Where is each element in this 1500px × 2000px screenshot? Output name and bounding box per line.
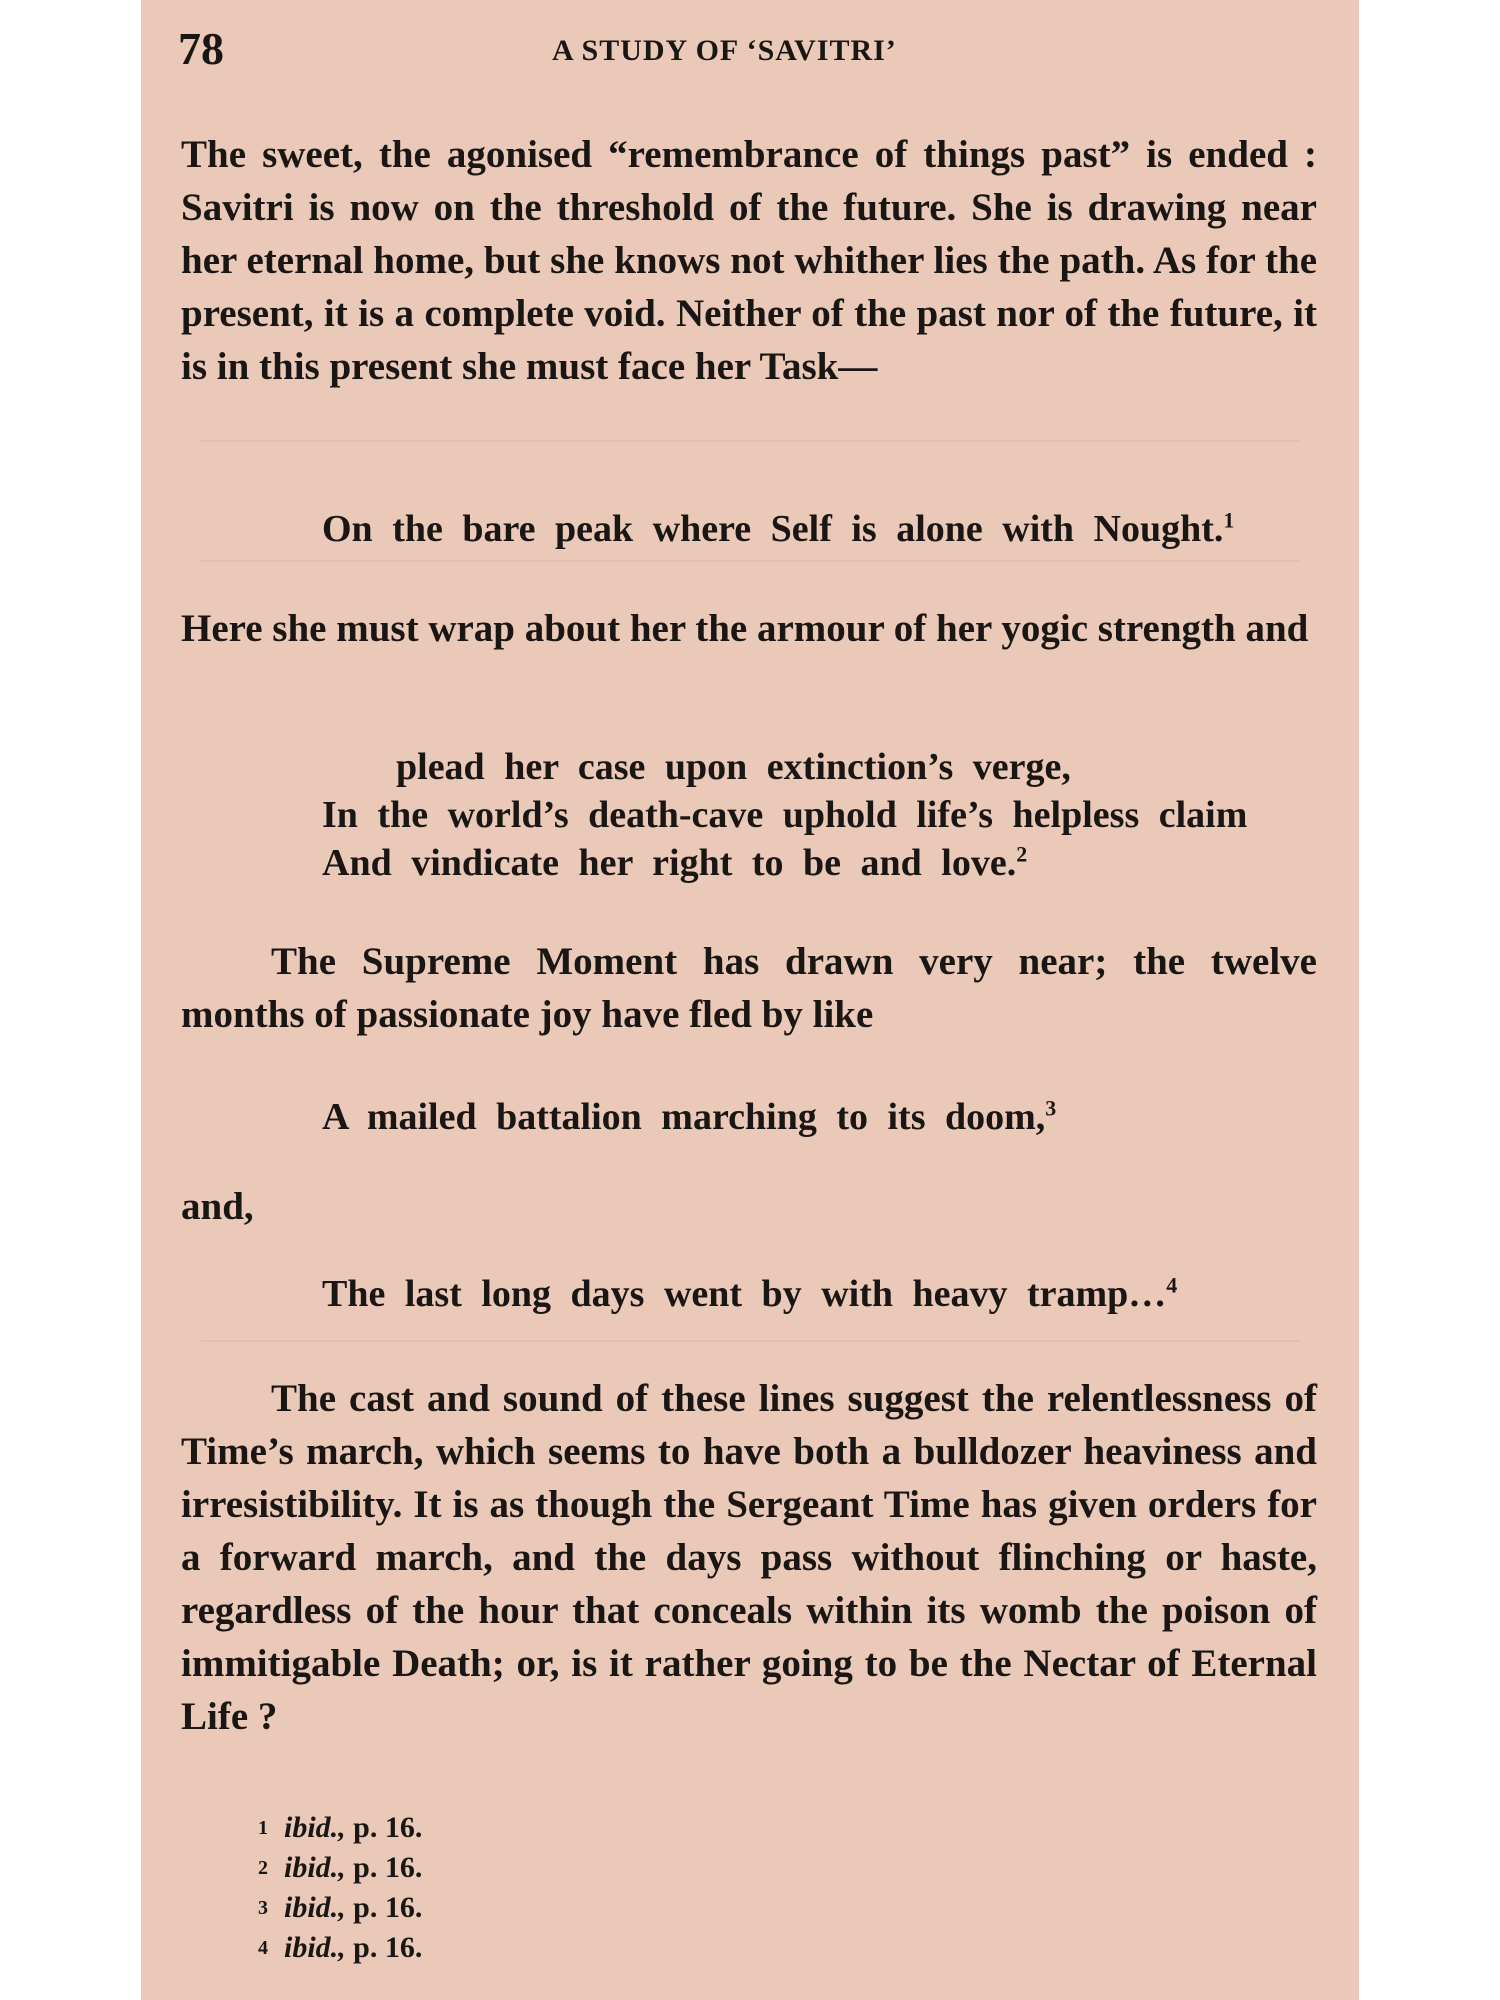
paragraph: The cast and sound of these lines suggest the relentlessness of Time’s march, which seems to have both a bulldozer heaviness and irresistibility. It is as though the Sergeant Time has given orders for a forward march, and the days pass without flinching or haste, regardless of the hour that conceals within its womb the poison of immitigable Death; or, is it rather going to be the Nectar of Eternal Life ? [181,1377,1317,1738]
footnote-ibid: ibid., [284,1891,346,1924]
footnote-ref: 4 [1166,1272,1178,1298]
footnote-page: p. 16. [353,1851,423,1884]
verse-quote [322,505,1234,553]
paragraph: The Supreme Moment has drawn very near; the twelve months of passionate joy have fled by like [181,940,1317,1036]
footnotes [258,1808,422,1968]
footnote [258,1888,422,1928]
footnote [258,1808,422,1848]
verse-line: In the world’s death-cave uphold life’s helpless claim [322,794,1248,836]
bleed-through-texture [201,440,1301,482]
footnote-mark: 2 [258,1857,268,1879]
footnote-ibid: ibid., [284,1851,346,1884]
verse-quote [322,839,1027,887]
verse-quote [322,1270,1177,1318]
paragraph: The sweet, the agonised “remembrance of things past” is ended : Savitri is now on the threshold of the future. She is drawing near her eternal home, but she knows not whither lies the path. As for the present, it is a complete void. Neither of the past nor of the future, it is in this present she must face her Task— [181,133,1317,388]
footnote-ref: 2 [1016,841,1028,867]
footnote [258,1928,422,1968]
footnote [258,1848,422,1888]
footnote-mark: 4 [258,1937,268,1959]
verse-line: And vindicate her right to be and love. [322,842,1017,884]
footnote-mark: 3 [258,1897,268,1919]
footnote-mark: 1 [258,1817,268,1839]
verse-line: A mailed battalion marching to its doom, [322,1096,1046,1138]
footnote-ref: 3 [1045,1095,1057,1121]
footnote-page: p. 16. [353,1891,423,1924]
verse-line: On the bare peak where Self is alone with Nought. [322,508,1224,550]
footnote-page: p. 16. [353,1931,423,1964]
footnote-page: p. 16. [353,1811,423,1844]
page-number: 78 [178,23,224,74]
verse-quote [322,1093,1056,1141]
verse-line: The last long days went by with heavy tramp… [322,1273,1167,1315]
bleed-through-texture [201,560,1301,602]
verse-line: plead her case upon extinction’s verge, [396,746,1071,788]
running-title: A STUDY OF ‘SAVITRI’ [552,34,897,67]
footnote-ibid: ibid., [284,1811,346,1844]
paragraph: Here she must wrap about her the armour of her yogic strength and [181,607,1309,650]
footnote-ref: 1 [1223,507,1235,533]
footnote-ibid: ibid., [284,1931,346,1964]
paragraph: and, [181,1185,254,1228]
